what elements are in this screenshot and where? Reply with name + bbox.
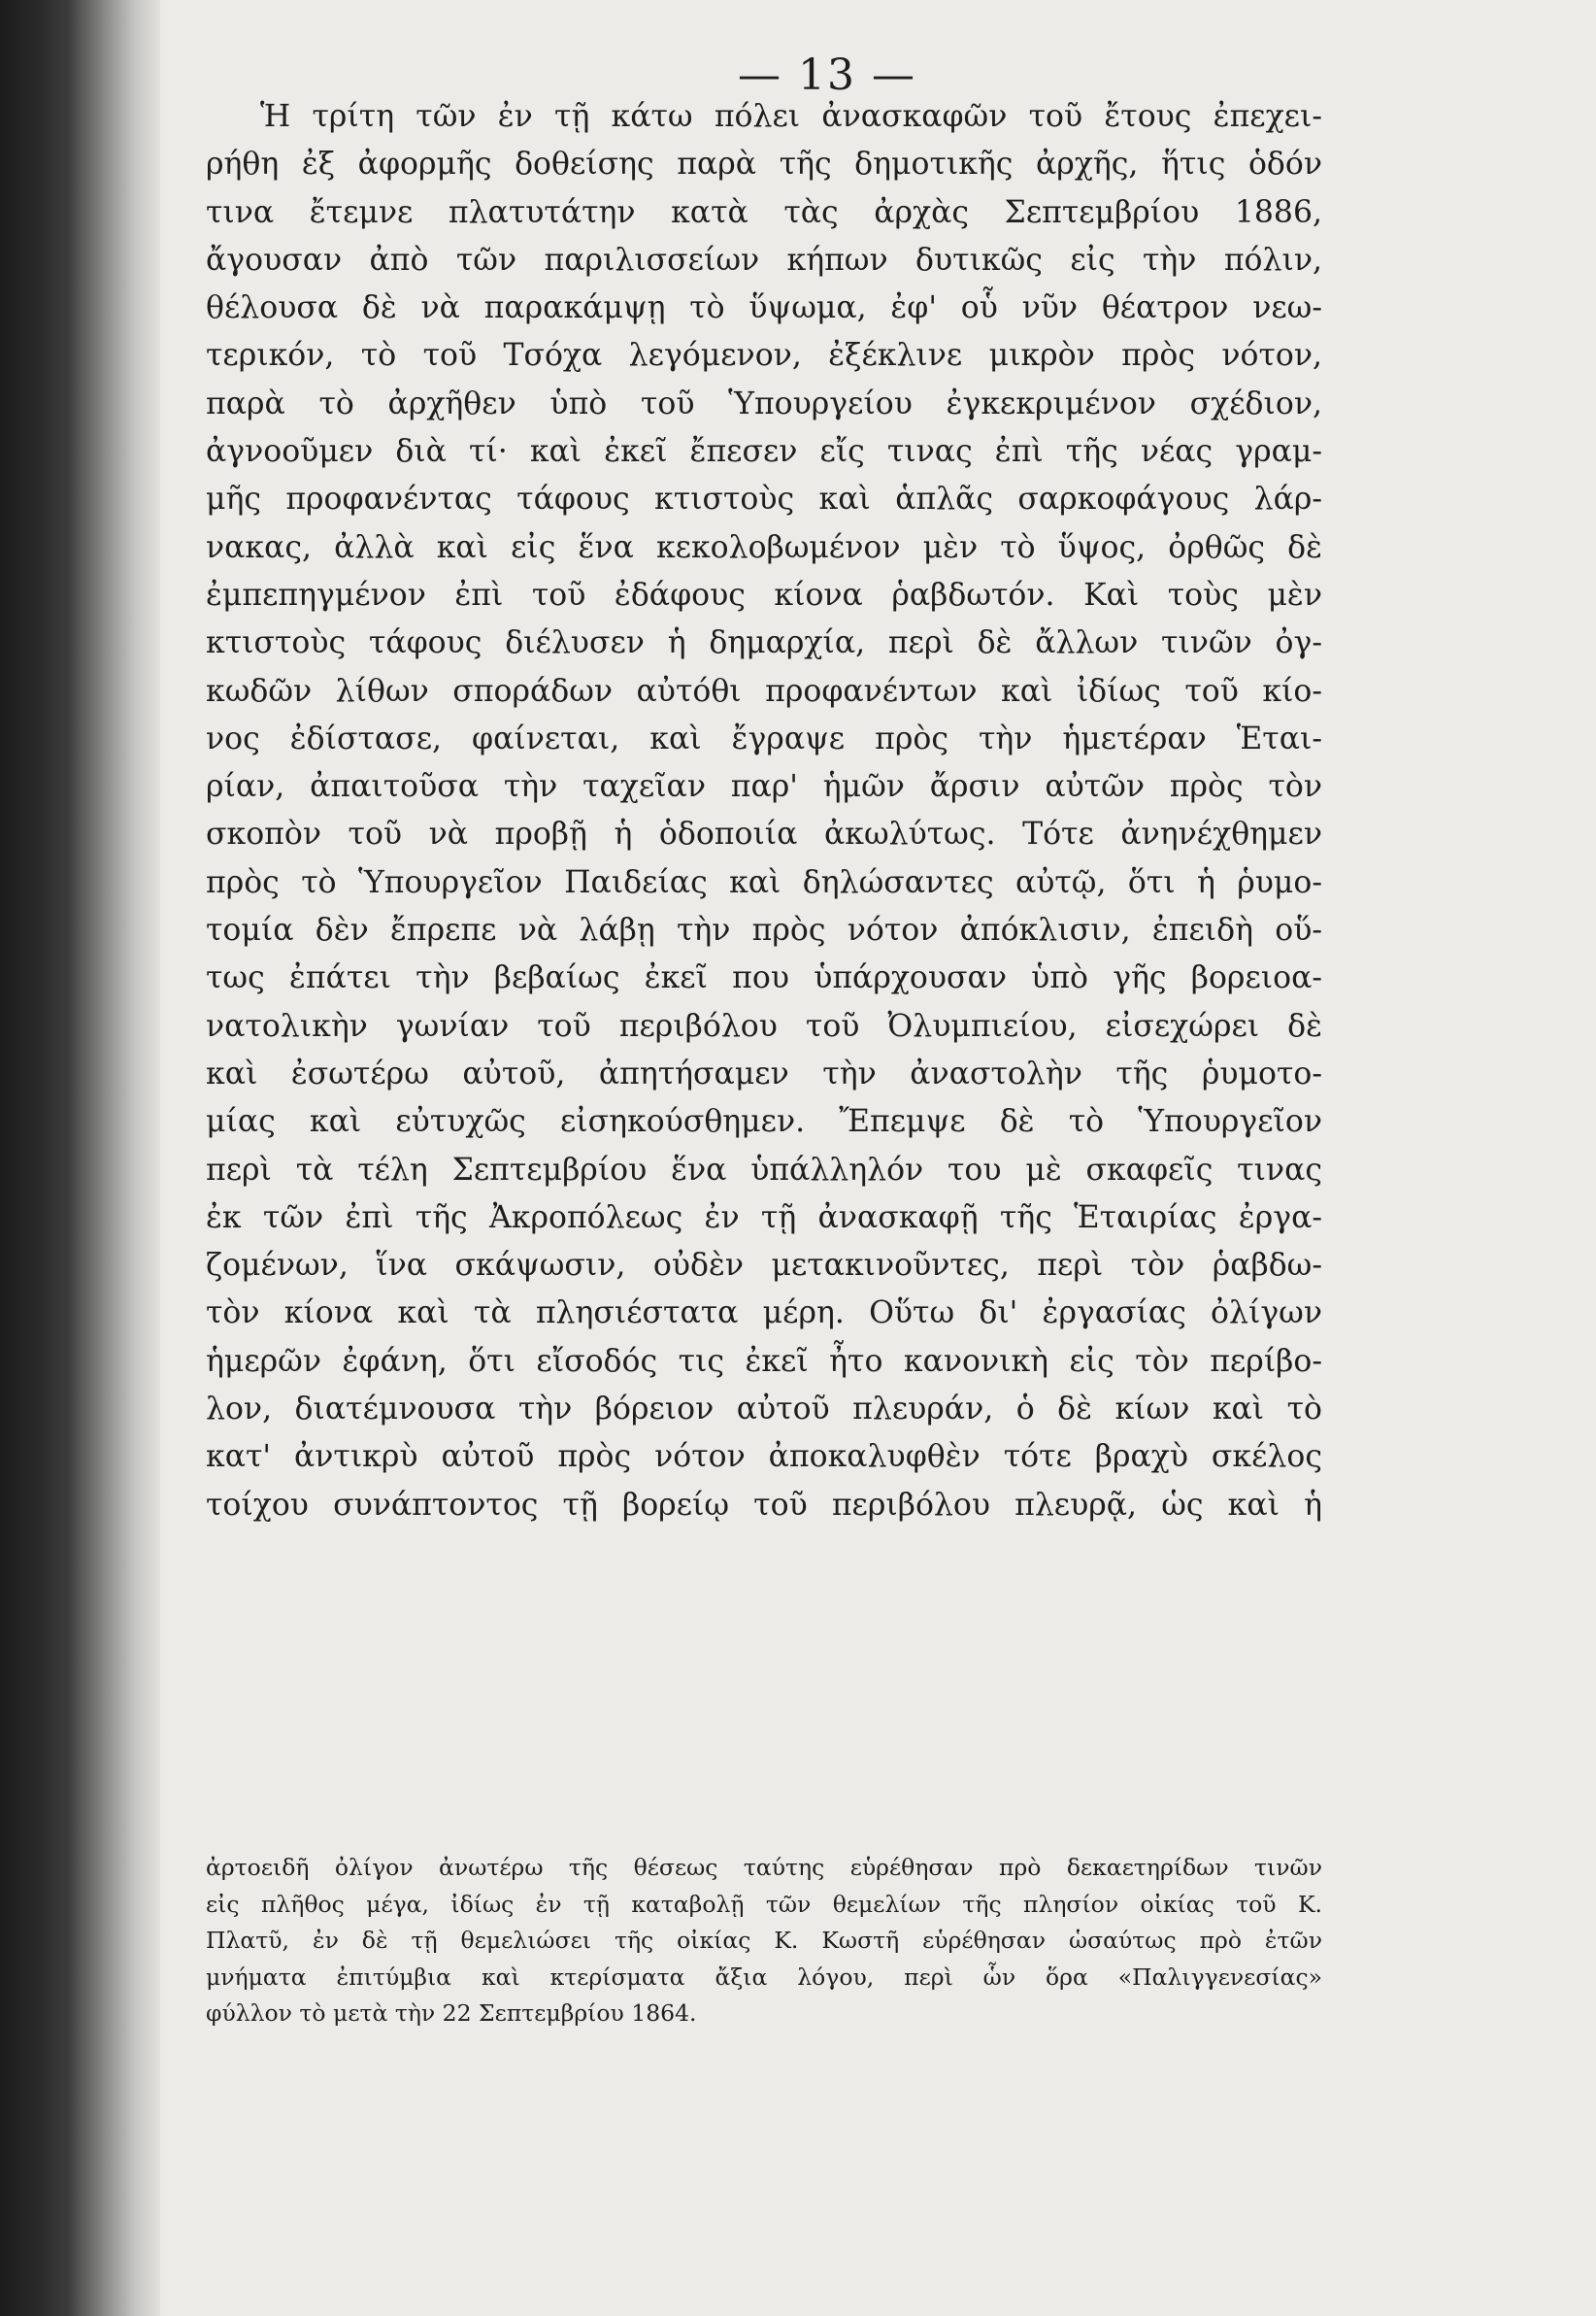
- footnote: [206, 1850, 1322, 2032]
- footnote-line: μνήματα ἐπιτύμβια καὶ κτερίσματα ἄξια λόγου, περὶ ὧν ὅρα «Παλιγγενεσίας»: [206, 1963, 1322, 1991]
- text-line: κατ' ἀντικρὺ αὐτοῦ πρὸς νότον ἀποκαλυφθὲν τότε βραχὺ σκέλος: [206, 1439, 1322, 1475]
- scan-binding-shadow: [0, 0, 160, 2316]
- text-line: ἐμπεπηγμένον ἐπὶ τοῦ ἐδάφους κίονα ῥαβδωτόν. Καὶ τοὺς μὲν: [206, 577, 1322, 613]
- text-line: νος ἐδίστασε, φαίνεται, καὶ ἔγραψε πρὸς τὴν ἡμετέραν Ἑται-: [206, 721, 1322, 756]
- text-line: τομία δὲν ἔπρεπε νὰ λάβῃ τὴν πρὸς νότον ἀπόκλισιν, ἐπειδὴ οὕ-: [206, 913, 1322, 949]
- page-number: — 13 —: [738, 50, 916, 100]
- book-page: [160, 0, 1596, 2316]
- text-line: ἀγνοοῦμεν διὰ τί· καὶ ἐκεῖ ἔπεσεν εἴς τινας ἐπὶ τῆς νέας γραμ-: [206, 434, 1322, 470]
- body-text: [206, 93, 1322, 1529]
- text-line: ἐκ τῶν ἐπὶ τῆς Ἀκροπόλεως ἐν τῇ ἀνασκαφῇ τῆς Ἑταιρίας ἐργα-: [206, 1199, 1322, 1235]
- text-line: ρήθη ἐξ ἀφορμῆς δοθείσης παρὰ τῆς δημοτικῆς ἀρχῆς, ἥτις ὁδόν: [206, 147, 1322, 183]
- text-line: τερικόν, τὸ τοῦ Τσόχα λεγόμενον, ἐξέκλινε μικρὸν πρὸς νότον,: [206, 338, 1322, 374]
- text-line: νατολικὴν γωνίαν τοῦ περιβόλου τοῦ Ὀλυμπιείου, εἰσεχώρει δὲ: [206, 1008, 1322, 1044]
- text-line: θέλουσα δὲ νὰ παρακάμψῃ τὸ ὕψωμα, ἐφ' οὗ νῦν θέατρον νεω-: [206, 290, 1322, 326]
- footnote-line: ἀρτοειδῆ ὀλίγον ἀνωτέρω τῆς θέσεως ταύτης εὑρέθησαν πρὸ δεκαετηρίδων τινῶν: [206, 1854, 1322, 1881]
- text-line: σκοπὸν τοῦ νὰ προβῇ ἡ ὁδοποιία ἀκωλύτως. Τότε ἀνηνέχθημεν: [206, 817, 1322, 853]
- text-line: τὸν κίονα καὶ τὰ πλησιέστατα μέρη. Οὕτω δι' ἐργασίας ὀλίγων: [206, 1295, 1322, 1331]
- text-line: κτιστοὺς τάφους διέλυσεν ἡ δημαρχία, περὶ δὲ ἄλλων τινῶν ὀγ-: [206, 625, 1322, 661]
- text-line: ἄγουσαν ἀπὸ τῶν παριλισσείων κήπων δυτικῶς εἰς τὴν πόλιν,: [206, 242, 1322, 278]
- text-line: πρὸς τὸ Ὑπουργεῖον Παιδείας καὶ δηλώσαντες αὐτῷ, ὅτι ἡ ῥυμο-: [206, 864, 1322, 900]
- text-line: τινα ἔτεμνε πλατυτάτην κατὰ τὰς ἀρχὰς Σεπτεμβρίου 1886,: [206, 194, 1322, 230]
- text-line: Ἡ τρίτη τῶν ἐν τῇ κάτω πόλει ἀνασκαφῶν τοῦ ἔτους ἐπεχει-: [260, 99, 1322, 134]
- text-line: μίας καὶ εὐτυχῶς εἰσηκούσθημεν. Ἔπεμψε δὲ τὸ Ὑπουργεῖον: [206, 1104, 1322, 1140]
- footnote-line: εἰς πλῆθος μέγα, ἰδίως ἐν τῇ καταβολῇ τῶν θεμελίων τῆς πλησίον οἰκίας τοῦ Κ.: [206, 1890, 1322, 1918]
- footnote-line: φύλλον τὸ μετὰ τὴν 22 Σεπτεμβρίου 1864.: [206, 1999, 697, 2027]
- text-line: ἡμερῶν ἐφάνη, ὅτι εἴσοδός τις ἐκεῖ ἦτο κανονικὴ εἰς τὸν περίβο-: [206, 1343, 1322, 1379]
- text-line: τοίχου συνάπτοντος τῇ βορείῳ τοῦ περιβόλου πλευρᾷ, ὡς καὶ ἡ: [206, 1487, 1322, 1523]
- text-line: ζομένων, ἵνα σκάψωσιν, οὐδὲν μετακινοῦντες, περὶ τὸν ῥαβδω-: [206, 1248, 1322, 1284]
- text-line: τως ἐπάτει τὴν βεβαίως ἐκεῖ που ὑπάρχουσαν ὑπὸ γῆς βορειοα-: [206, 960, 1322, 996]
- text-line: ρίαν, ἀπαιτοῦσα τὴν ταχεῖαν παρ' ἡμῶν ἄρσιν αὐτῶν πρὸς τὸν: [206, 769, 1322, 805]
- text-line: περὶ τὰ τέλη Σεπτεμβρίου ἕνα ὑπάλληλόν του μὲ σκαφεῖς τινας: [206, 1152, 1322, 1188]
- text-line: καὶ ἐσωτέρω αὐτοῦ, ἀπητήσαμεν τὴν ἀναστολὴν τῆς ῥυμοτο-: [206, 1056, 1322, 1091]
- text-line: νακας, ἀλλὰ καὶ εἰς ἕνα κεκολοβωμένον μὲν τὸ ὕψος, ὀρθῶς δὲ: [206, 529, 1322, 565]
- text-line: λον, διατέμνουσα τὴν βόρειον αὐτοῦ πλευράν, ὁ δὲ κίων καὶ τὸ: [206, 1392, 1322, 1427]
- text-line: κωδῶν λίθων σποράδων αὐτόθι προφανέντων καὶ ἰδίως τοῦ κίο-: [206, 673, 1322, 709]
- text-line: παρὰ τὸ ἀρχῆθεν ὑπὸ τοῦ Ὑπουργείου ἐγκεκριμένον σχέδιον,: [206, 386, 1322, 421]
- footnote-line: Πλατῦ, ἐν δὲ τῇ θεμελιώσει τῆς οἰκίας Κ. Κωστῆ εὑρέθησαν ὡσαύτως πρὸ ἐτῶν: [206, 1927, 1322, 1954]
- text-line: μῆς προφανέντας τάφους κτιστοὺς καὶ ἁπλᾶς σαρκοφάγους λάρ-: [206, 482, 1322, 518]
